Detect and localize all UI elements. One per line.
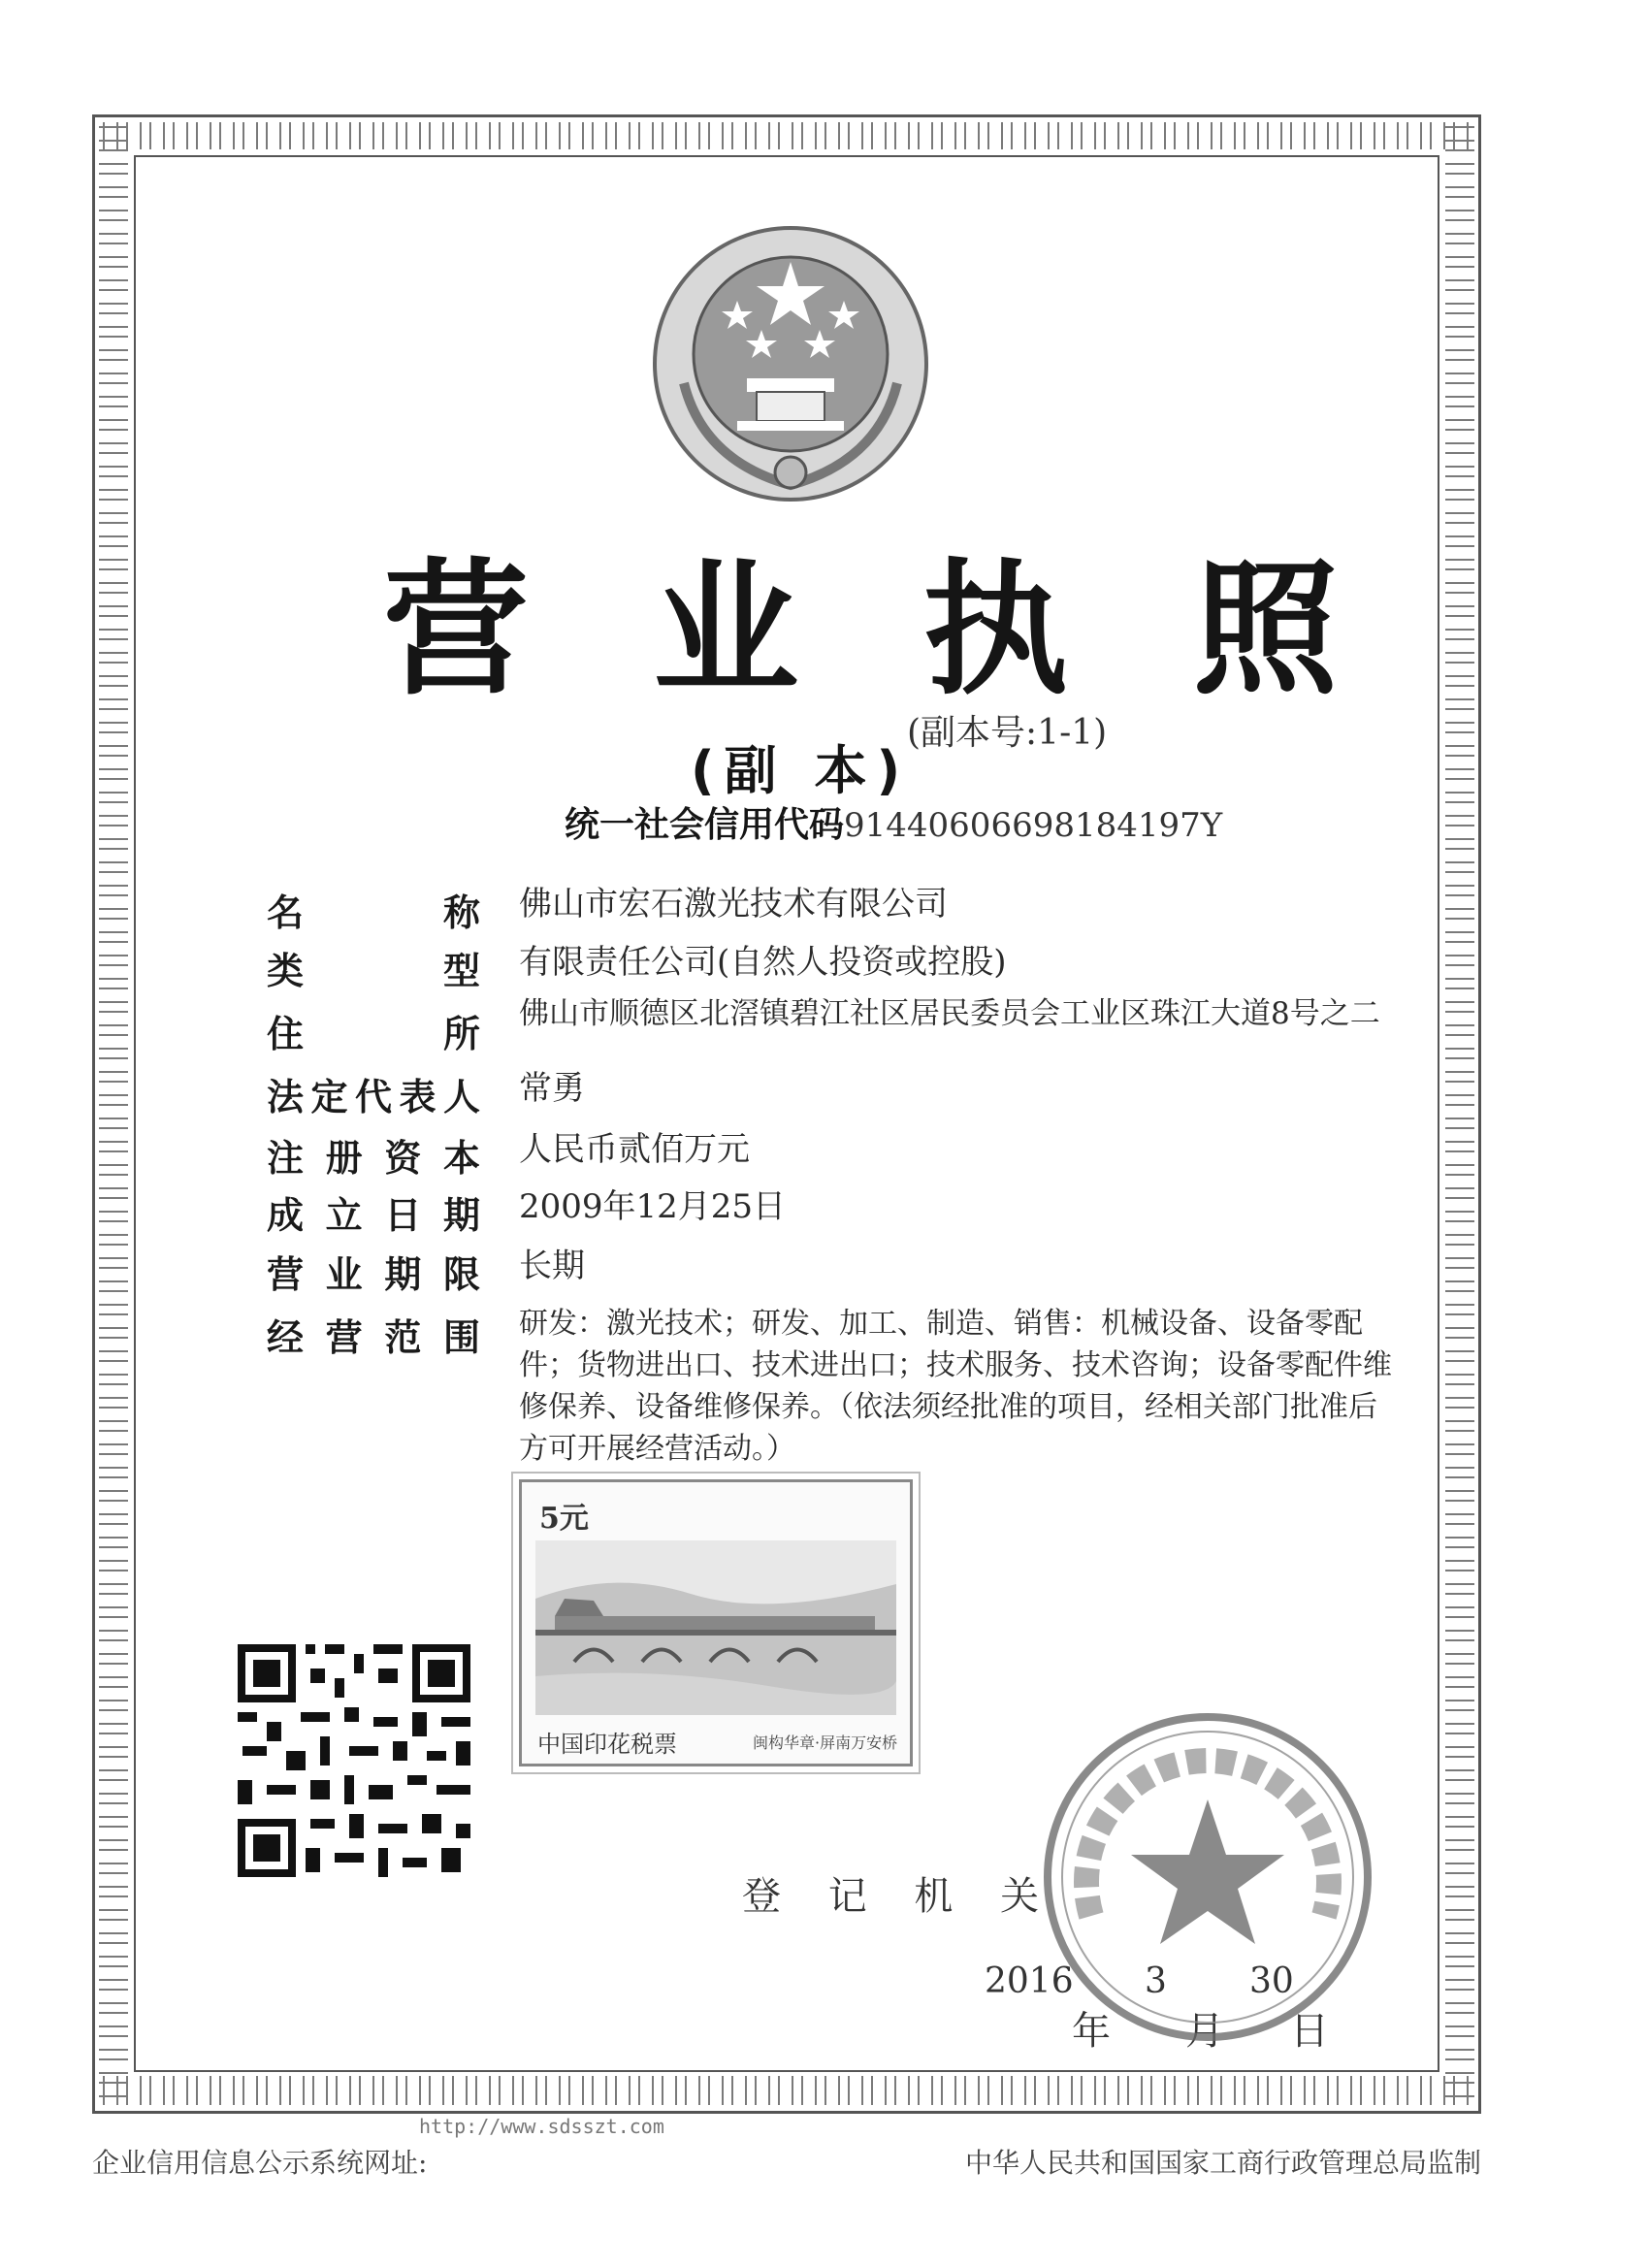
key-pattern-top <box>99 122 1474 149</box>
copy-number: (副本号:1-1) <box>907 713 1108 753</box>
issue-year-unit: 年 <box>1072 2009 1111 2054</box>
field-label-capital: 注册资本 <box>267 1137 480 1180</box>
field-value-capital: 人民币贰佰万元 <box>519 1130 750 1169</box>
field-value-type: 有限责任公司(自然人投资或控股) <box>519 943 1007 982</box>
tax-stamp-caption-right: 闽构华章·屏南万安桥 <box>753 1733 898 1752</box>
credit-code-label: 统一社会信用代码 <box>565 805 845 845</box>
footer-left: 企业信用信息公示系统网址: <box>92 2147 428 2179</box>
key-pattern-right <box>1445 122 1474 2105</box>
field-value-legal-rep: 常勇 <box>519 1069 585 1108</box>
bridge-illustration <box>535 1540 896 1715</box>
key-pattern-left <box>99 122 128 2105</box>
tax-stamp-image <box>519 1479 913 1766</box>
outer-border-top <box>92 114 1481 117</box>
outer-border-bottom <box>92 2111 1481 2114</box>
registration-authority: 登 记 机 关 <box>742 1874 1057 1919</box>
issue-day: 30 <box>1249 1961 1294 2001</box>
inner-border-top <box>134 155 1439 157</box>
outer-border-right <box>1478 114 1481 2114</box>
issue-month-unit: 月 <box>1185 2009 1224 2054</box>
field-value-term: 长期 <box>519 1247 585 1285</box>
field-label-name: 名称 <box>267 891 480 934</box>
field-label-term: 营业期限 <box>267 1253 480 1296</box>
national-emblem-icon <box>645 218 936 509</box>
field-label-founded: 成立日期 <box>267 1194 480 1237</box>
inner-border-bottom <box>134 2070 1439 2072</box>
issue-day-unit: 日 <box>1290 2009 1329 2054</box>
tax-stamp-caption-left: 中国印花税票 <box>537 1731 677 1758</box>
issue-year: 2016 <box>985 1961 1074 2001</box>
key-pattern-bottom <box>99 2076 1474 2105</box>
footer-url[interactable]: http://www.sdsszt.com <box>419 2115 664 2138</box>
field-label-type: 类型 <box>267 950 480 992</box>
inner-border-right <box>1438 155 1439 2072</box>
footer-right: 中华人民共和国国家工商行政管理总局监制 <box>965 2147 1482 2179</box>
copy-label: (副 本) <box>691 740 911 801</box>
credit-code-row <box>565 797 1222 847</box>
field-value-founded: 2009年12月25日 <box>519 1187 787 1226</box>
field-value-name: 佛山市宏石激光技术有限公司 <box>519 885 948 923</box>
inner-border-left <box>134 155 136 2072</box>
issue-month: 3 <box>1145 1961 1167 2001</box>
field-label-legal-rep: 法定代表人 <box>267 1076 480 1118</box>
tax-stamp-denomination: 5元 <box>539 1502 589 1536</box>
field-label-scope: 经营范围 <box>267 1316 480 1359</box>
official-seal-icon <box>1038 1707 1377 2047</box>
credit-code-value: 91440606698184197Y <box>844 806 1223 845</box>
field-value-address: 佛山市顺德区北滘镇碧江社区居民委员会工业区珠江大道8号之二 <box>519 996 1380 1031</box>
field-label-address: 住所 <box>267 1013 480 1055</box>
field-value-scope: 研发：激光技术；研发、加工、制造、销售：机械设备、设备零配件；货物进出口、技术进出口；技术服务、技术咨询；设备零配件维修保养、设备维修保养。（依法须经批准的项目，经相关部门批准后方可开展经营活动。） <box>519 1307 1392 1466</box>
qr-code-icon <box>233 1639 475 1882</box>
outer-border-left <box>92 114 95 2114</box>
page-title: 营 业 执 照 <box>383 546 1375 715</box>
